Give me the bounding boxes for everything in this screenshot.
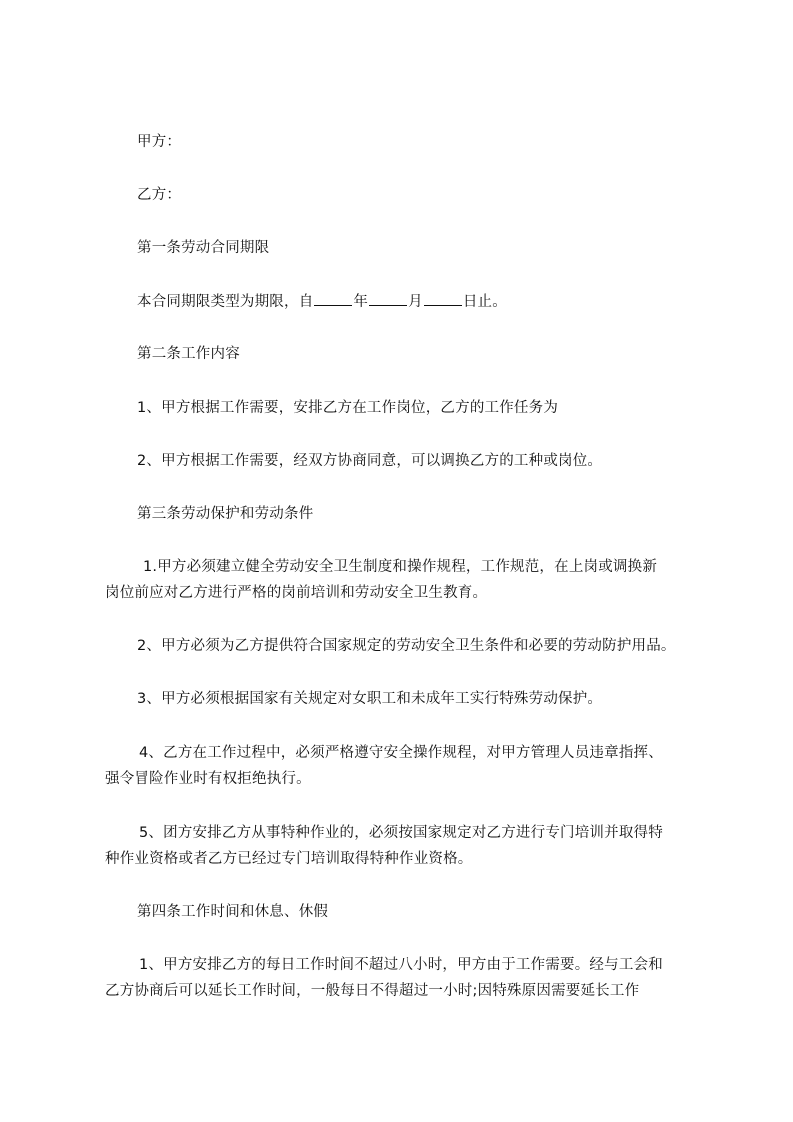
article3-item5-line2: 种作业资格或者乙方已经过专门培训取得特种作业资格。 [105,851,473,867]
month-label: 月 [408,294,423,310]
article3-item4-line2: 强令冒险作业时有权拒绝执行。 [105,771,311,787]
article3-item4-line1: 4、乙方在工作过程中，必须严格遵守安全操作规程，对甲方管理人员违章指挥、 [139,745,663,761]
year-blank [314,291,352,306]
article2-item2: 2、甲方根据工作需要，经双方协商同意，可以调换乙方的工种或岗位。 [137,453,603,469]
party-a-label: 甲方： [137,134,182,150]
year-label: 年 [353,294,369,310]
article3-item3: 3、甲方必须根据国家有关规定对女职工和未成年工实行特殊劳动保护。 [137,691,603,707]
article1-term-line [137,291,507,312]
article4-item1-line1: 1、甲方安排乙方的每日工作时间不超过八小时，甲方由于工作需要。经与工会和 [139,957,663,973]
month-blank [369,291,407,306]
article4-heading: 第四条工作时间和休息、休假 [137,904,329,920]
article1-text-pre: 本合同期限类型为期限，自 [137,294,314,310]
article3-item1-line1: 1.甲方必须建立健全劳动安全卫生制度和操作规程，工作规范，在上岗或调换新 [143,559,658,575]
article4-item1-line2: 乙方协商后可以延长工作时间，一般每日不得超过一小时;因特殊原因需要延长工作 [105,983,640,999]
article3-item5-line1: 5、团方安排乙方从事特种作业的，必须按国家规定对乙方进行专门培训并取得特 [139,825,663,841]
article1-text-post: 日止。 [462,294,507,310]
article3-heading: 第三条劳动保护和劳动条件 [137,506,314,522]
article2-heading: 第二条工作内容 [137,346,240,362]
day-blank [424,291,462,306]
article3-item2: 2、甲方必须为乙方提供符合国家规定的劳动安全卫生条件和必要的劳动防护用品。 [137,638,676,654]
party-b-label: 乙方： [137,187,182,203]
article2-item1: 1、甲方根据工作需要，安排乙方在工作岗位，乙方的工作任务为 [137,400,559,416]
article1-heading: 第一条劳动合同期限 [137,240,270,256]
article3-item1-line2: 岗位前应对乙方进行严格的岗前培训和劳动安全卫生教育。 [105,585,488,601]
